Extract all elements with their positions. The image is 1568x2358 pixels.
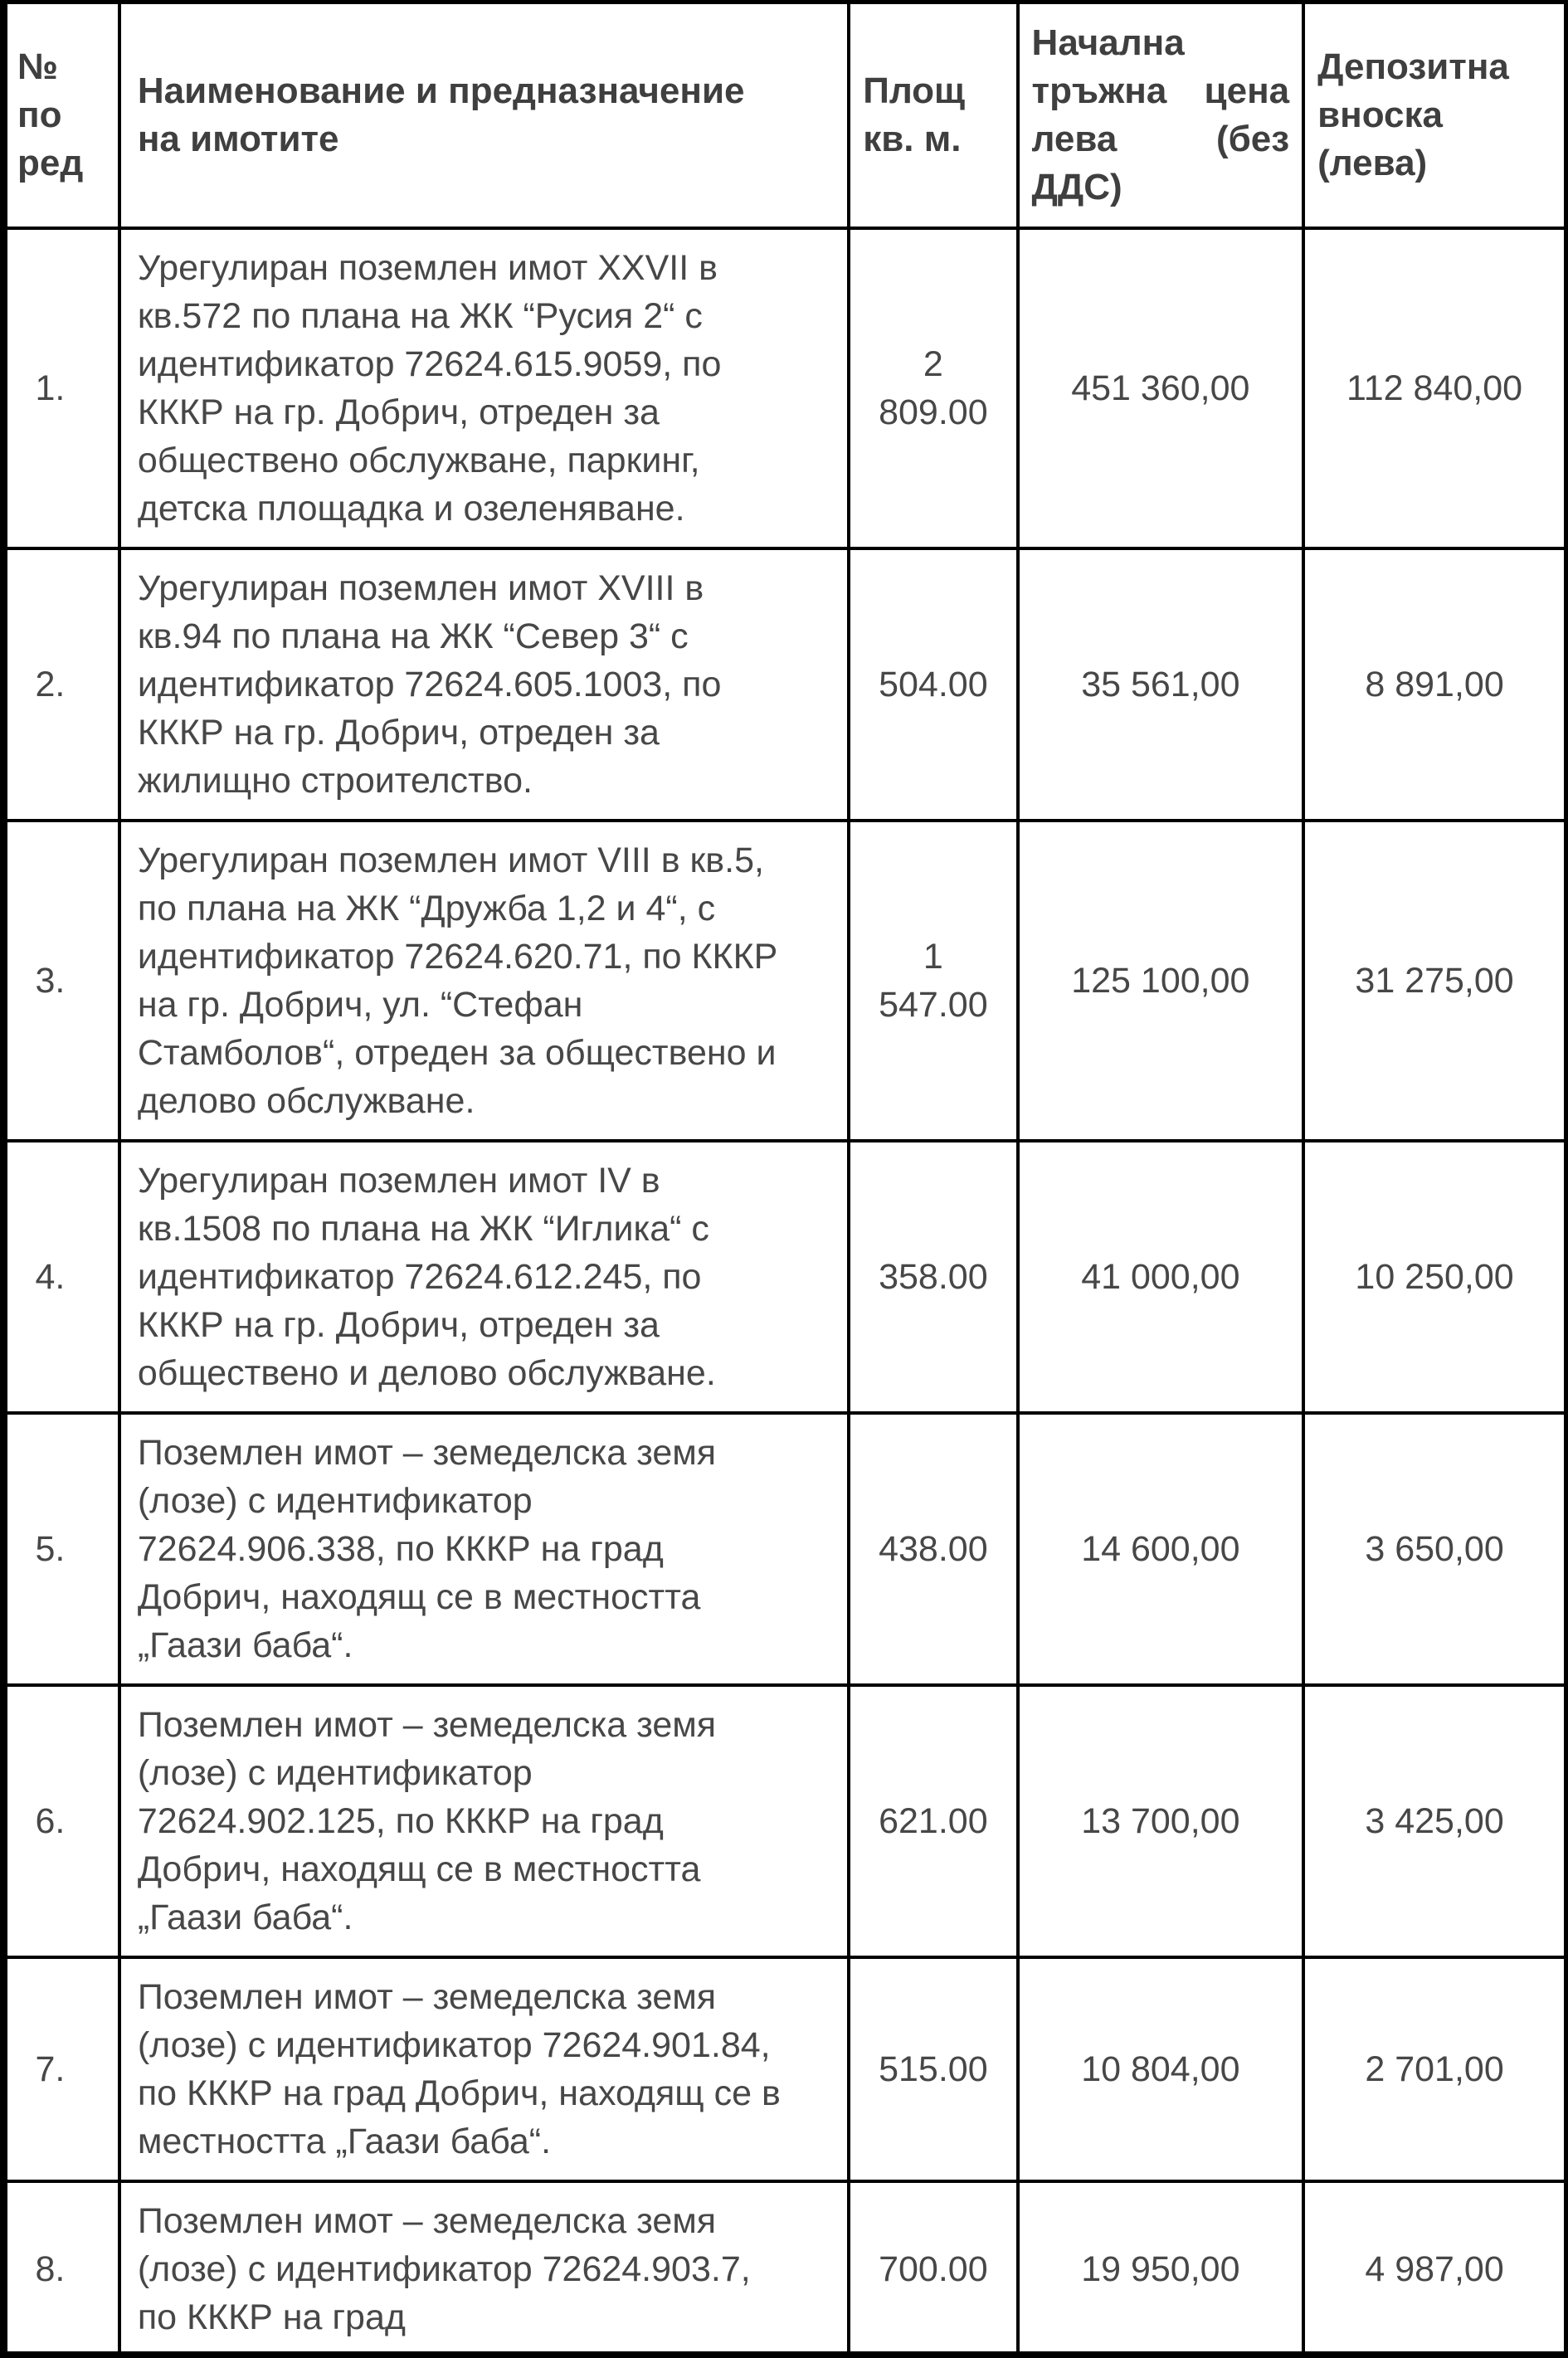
property-description: Поземлен имот – земеделска земя (лозе) с идентификатор 72624.906.338, по КККР на град Добрич, находящ се в местността „Гаази баба“. [119, 1413, 849, 1685]
property-area: 1 547.00 [849, 821, 1017, 1141]
table-row [4, 1141, 1566, 1413]
starting-price: 14 600,00 [1018, 1413, 1304, 1685]
starting-price: 19 950,00 [1018, 2181, 1304, 2358]
table-row [4, 548, 1566, 821]
table-row [4, 821, 1566, 1141]
property-description: Урегулиран поземлен имот IV в кв.1508 по плана на ЖК “Иглика“ с идентификатор 72624.612.245, по КККР на гр. Добрич, отреден за обществено и делово обслужване. [119, 1141, 849, 1413]
table-row [4, 2181, 1566, 2358]
property-area: 2 809.00 [849, 228, 1017, 548]
property-description: Поземлен имот – земеделска земя (лозе) с идентификатор 72624.901.84, по КККР на град Добрич, находящ се в местността „Гаази баба“. [119, 1957, 849, 2181]
table-row [4, 1413, 1566, 1685]
property-description: Урегулиран поземлен имот XVIII в кв.94 по плана на ЖК “Север 3“ с идентификатор 72624.605.1003, по КККР на гр. Добрич, отреден за жилищно строителство. [119, 548, 849, 821]
property-description: Урегулиран поземлен имот XXVII в кв.572 по плана на ЖК “Русия 2“ с идентификатор 72624.615.9059, по КККР на гр. Добрич, отреден за обществено обслужване, паркинг, детска площадка и озеленяване. [119, 228, 849, 548]
deposit-amount: 2 701,00 [1303, 1957, 1566, 2181]
deposit-amount: 112 840,00 [1303, 228, 1566, 548]
row-number: 7. [4, 1957, 119, 2181]
header-row [4, 2, 1566, 229]
property-area: 438.00 [849, 1413, 1017, 1685]
row-number: 3. [4, 821, 119, 1141]
row-number: 5. [4, 1413, 119, 1685]
property-description: Поземлен имот – земеделска земя (лозе) с идентификатор 72624.902.125, по КККР на град Добрич, находящ се в местността „Гаази баба“. [119, 1685, 849, 1957]
table-row [4, 1685, 1566, 1957]
row-number: 4. [4, 1141, 119, 1413]
row-number: 6. [4, 1685, 119, 1957]
starting-price: 35 561,00 [1018, 548, 1304, 821]
deposit-amount: 3 425,00 [1303, 1685, 1566, 1957]
deposit-amount: 3 650,00 [1303, 1413, 1566, 1685]
property-area: 700.00 [849, 2181, 1017, 2358]
starting-price: 10 804,00 [1018, 1957, 1304, 2181]
starting-price: 13 700,00 [1018, 1685, 1304, 1957]
property-area: 515.00 [849, 1957, 1017, 2181]
property-area: 621.00 [849, 1685, 1017, 1957]
col-header-number: № по ред [4, 2, 119, 229]
property-description: Поземлен имот – земеделска земя (лозе) с идентификатор 72624.903.7, по КККР на град [119, 2181, 849, 2358]
col-header-area: Площ кв. м. [849, 2, 1017, 229]
property-area: 358.00 [849, 1141, 1017, 1413]
deposit-amount: 10 250,00 [1303, 1141, 1566, 1413]
deposit-amount: 31 275,00 [1303, 821, 1566, 1141]
deposit-amount: 4 987,00 [1303, 2181, 1566, 2358]
row-number: 1. [4, 228, 119, 548]
col-header-deposit: Депозитна вноска (лева) [1303, 2, 1566, 229]
col-header-starting-price: Начална тръжна цена лева (без ДДС) [1018, 2, 1304, 229]
property-description: Урегулиран поземлен имот VIII в кв.5, по плана на ЖК “Дружба 1,2 и 4“, с идентификатор 72624.620.71, по КККР на гр. Добрич, ул. “Стефан Стамболов“, отреден за обществено и делово обслужване. [119, 821, 849, 1141]
row-number: 8. [4, 2181, 119, 2358]
property-area: 504.00 [849, 548, 1017, 821]
starting-price: 41 000,00 [1018, 1141, 1304, 1413]
row-number: 2. [4, 548, 119, 821]
starting-price: 451 360,00 [1018, 228, 1304, 548]
table-header [4, 2, 1566, 229]
table-body [4, 228, 1566, 2358]
deposit-amount: 8 891,00 [1303, 548, 1566, 821]
col-header-name-purpose: Наименование и предназначение на имотите [119, 2, 849, 229]
table-row [4, 1957, 1566, 2181]
page-bottom-crop-line [0, 2351, 1568, 2358]
table-row [4, 228, 1566, 548]
starting-price: 125 100,00 [1018, 821, 1304, 1141]
